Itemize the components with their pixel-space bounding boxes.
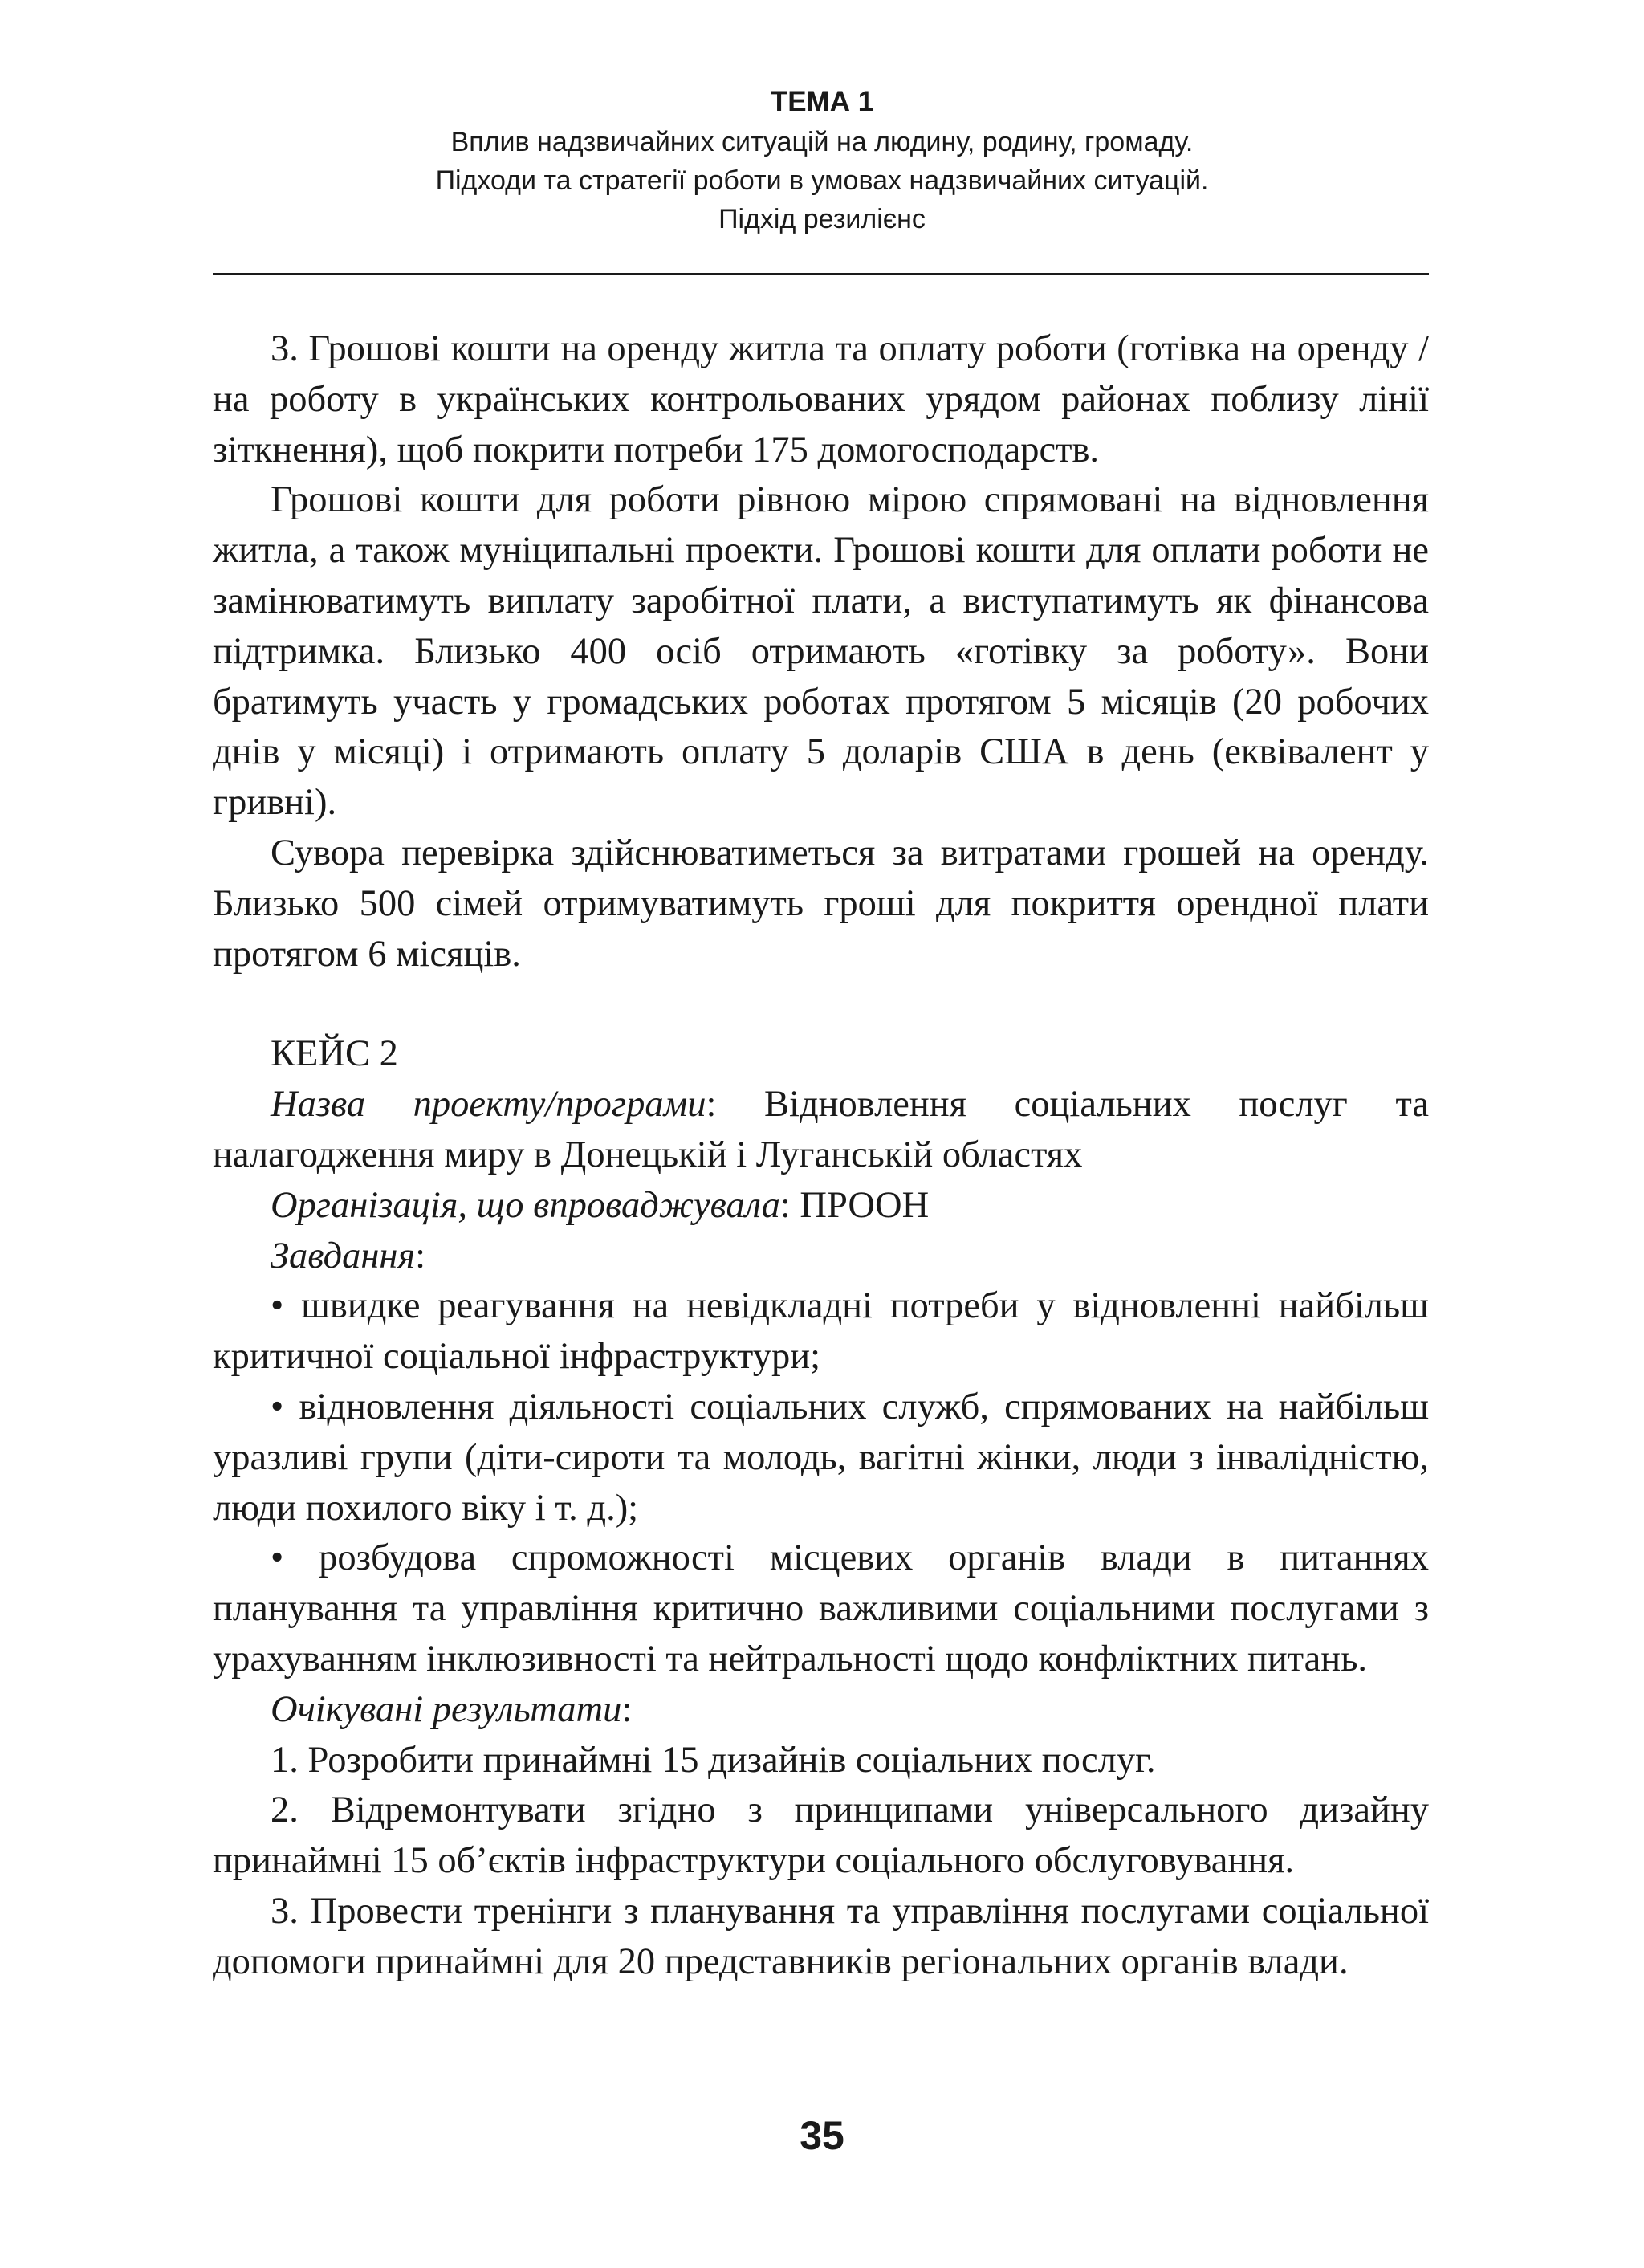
body-text (213, 324, 1429, 1988)
result-item: 1. Розробити принаймні 15 дизайнів соціальних послуг. (271, 1739, 1156, 1781)
results-colon: : (621, 1688, 633, 1730)
tasks-label: Завдання (271, 1235, 416, 1277)
topic-subtitle-line-2: Підходи та стратегії роботи в умовах надзвичайних ситуацій. (435, 165, 1209, 196)
organization-label: Організація, що впроваджувала (271, 1184, 780, 1226)
header-divider (213, 273, 1429, 275)
tasks-colon: : (415, 1235, 426, 1277)
results-heading (213, 1685, 1429, 1736)
results-label: Очікувані результати (271, 1688, 622, 1730)
paragraph: Сувора перевірка здійснюватиметься за витратами грошей на оренду. Близько 500 сімей отримуватимуть гроші для покриття орендної плати протягом 6 місяців. (213, 832, 1429, 975)
topic-title: ТЕМА 1 (770, 86, 874, 117)
section-spacer (213, 979, 1429, 1029)
result-item: 3. Провести тренінги з планування та управління послугами соціальної допомоги принаймні для 20 представників регіональних органів влади. (213, 1890, 1429, 1982)
organization (213, 1181, 1429, 1232)
task-item: • відновлення діяльності соціальних служб, спрямованих на найбільш уразливі групи (діти-сироти та молодь, вагітні жінки, люди з інвалідністю, люди похилого віку і т. д.); (213, 1386, 1429, 1529)
tasks-heading (213, 1232, 1429, 1282)
case-title: КЕЙС 2 (271, 1033, 398, 1075)
running-header (0, 84, 1644, 238)
topic-subtitle-line-1: Вплив надзвичайних ситуацій на людину, родину, громаду. (450, 127, 1194, 157)
project-name-label: Назва проекту/програми (271, 1084, 706, 1126)
task-item: • розбудова спроможності місцевих органів влади в питаннях планування та управління критично важливими соціальними послугами з урахуванням інклюзивності та нейтральності щодо конфліктних питань. (213, 1537, 1429, 1680)
task-item: • швидке реагування на невідкладні потреби у відновленні найбільш критичної соціальної інфраструктури; (213, 1285, 1429, 1378)
page-number: 35 (800, 2113, 844, 2158)
paragraph: Грошові кошти для роботи рівною мірою спрямовані на відновлення житла, а також муніципальні проекти. Грошові кошти для оплати роботи не замінюватимуть виплату заробітної плати, а виступатимуть як фінансова підтримка. Близько 400 осіб отримають «готівку за роботу». Вони братимуть участь у громадських роботах протягом 5 місяців (20 робочих днів у місяці) і отримають оплату 5 доларів США в день (еквівалент у гривні). (213, 479, 1429, 824)
paragraph: 3. Грошові кошти на оренду житла та оплату роботи (готівка на оренду / на роботу в українських контрольованих урядом районах поблизу лінії зіткнення), щоб покрити потреби 175 домогосподарств. (213, 328, 1429, 470)
project-name-value: : Відновлення соціальних послуг та налагодження миру в Донецькій і Луганській областях (213, 1084, 1429, 1175)
result-item: 2. Відремонтувати згідно з принципами універсального дизайну принаймні 15 об’єктів інфраструктури соціального обслуговування. (213, 1790, 1429, 1882)
organization-value: : ПРООН (779, 1184, 930, 1226)
topic-subtitle-line-3: Підхід резилієнс (718, 204, 926, 234)
project-name (213, 1080, 1429, 1181)
